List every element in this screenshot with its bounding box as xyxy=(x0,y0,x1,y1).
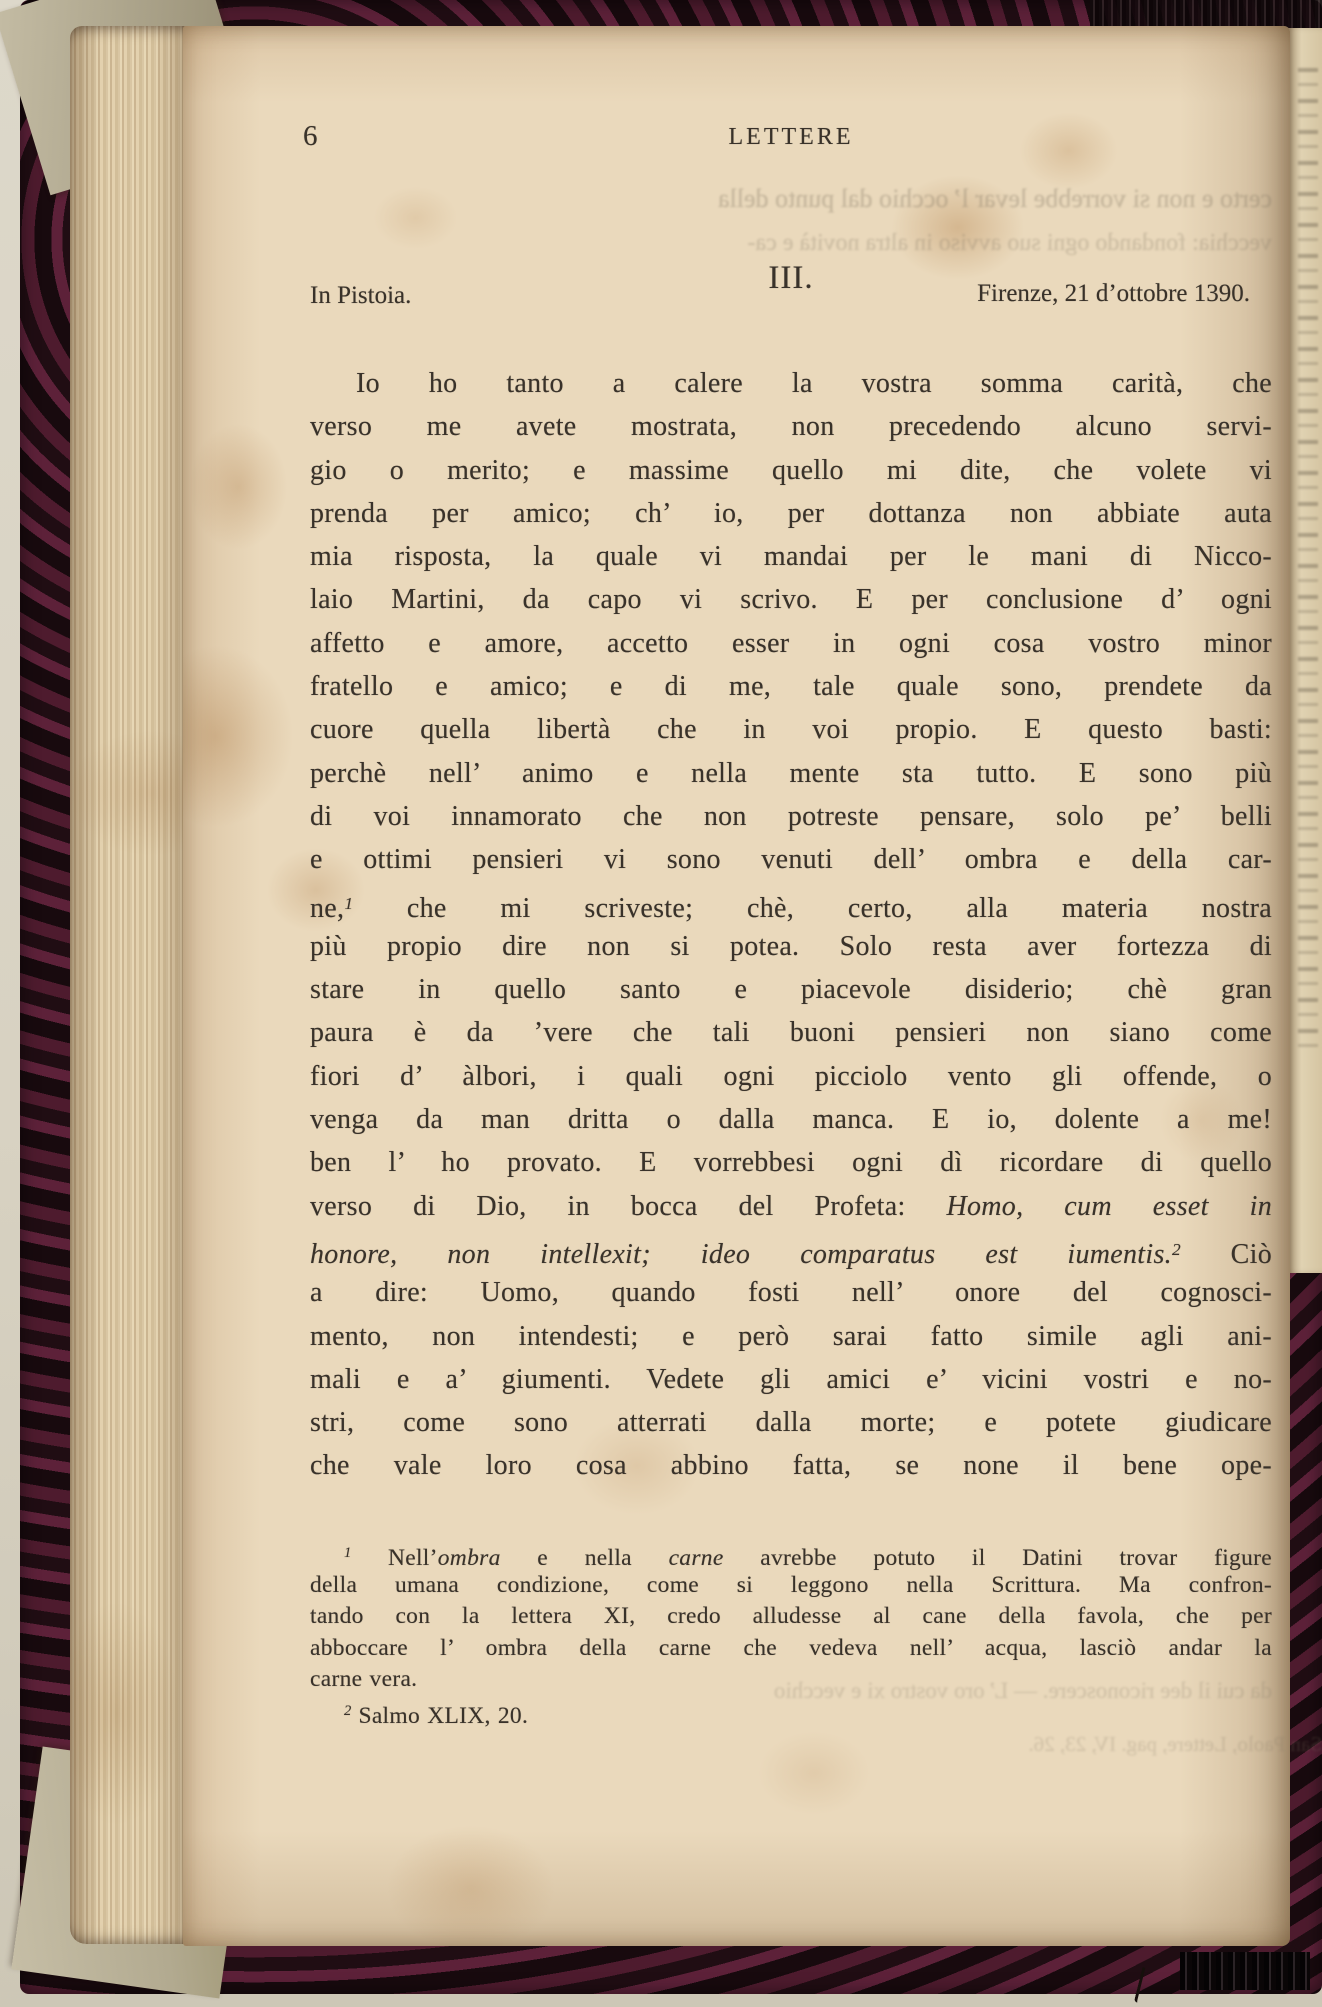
body-line: stri, come sono atterrati dalla morte; e potete giudicare xyxy=(310,1407,1272,1439)
footnote-text-segment: avrebbe potuto il Datini trovar figure xyxy=(723,1545,1272,1571)
running-head xyxy=(303,120,1272,160)
footnote-text-segment: Nell’ xyxy=(351,1545,438,1571)
footnote-line: tando con la lettera XI, credo alludesse al cane della favola, che per xyxy=(310,1603,1272,1629)
footnote-2-marker: 2 xyxy=(344,1702,352,1719)
footnote-line: della umana condizione, come si leggono nella Scrittura. Ma confron- xyxy=(310,1571,1272,1598)
cover-bottom-edge-gloss xyxy=(1180,1952,1310,1990)
letter-number: III. xyxy=(768,260,814,296)
body-line: mali e a’ giumenti. Vedete gli amici e’ vicini vostri e no- xyxy=(310,1363,1272,1395)
body-line: e ottimi pensieri vi sono venuti dell’ ombra e della car- xyxy=(310,844,1272,876)
body-line: mento, non intendesti; e però sarai fatto simile agli ani- xyxy=(310,1320,1272,1352)
body-line: prenda per amico; ch’ io, per dottanza non abbiate auta xyxy=(310,497,1272,529)
body-line: fiori d’ àlbori, i quali ogni picciolo vento gli offende, o xyxy=(310,1060,1272,1092)
bleed-through-text: San Paolo, Lettere, pag. IV, 23, 26. xyxy=(1028,1732,1322,1756)
body-line: laio Martini, da capo vi scrivo. E per conclusione d’ ogni xyxy=(310,584,1272,616)
letter-dateline: Firenze, 21 d’ottobre 1390. xyxy=(977,280,1250,307)
footnote-ref-1: 1 xyxy=(344,893,354,913)
letter-heading xyxy=(310,258,1272,338)
facing-page-sliver xyxy=(1288,28,1322,1273)
footnote-line: carne vera. xyxy=(310,1666,418,1692)
body-line: venga da man dritta o dalla manca. E io, dolente a me! xyxy=(310,1104,1272,1136)
footnote-ref-2: 2 xyxy=(1171,1239,1181,1259)
bleed-through-text: vecchia: fondando ogni suo avviso in altra novità e ca- xyxy=(747,230,1272,256)
latin-quote: honore, non intellexit; ideo comparatus est iumentis. xyxy=(310,1238,1172,1270)
body-line: fratello e amico; e di me, tale quale sono, prendete da xyxy=(310,671,1272,703)
footnote-line xyxy=(310,1696,1272,1728)
body-line: più propio dire non si potea. Solo resta aver fortezza di xyxy=(310,930,1272,962)
body-line: paura è da ’vere che tali buoni pensieri non siano come xyxy=(310,1017,1272,1049)
body-text-segment: verso di Dio, in bocca del Profeta: xyxy=(310,1190,947,1222)
footnote-text-segment: Salmo XLIX, 20. xyxy=(351,1702,529,1729)
page-number: 6 xyxy=(303,120,319,152)
facing-page-text-noise xyxy=(1298,68,1318,1048)
letter-place: In Pistoia. xyxy=(310,282,412,309)
footnote-line: abboccare l’ ombra della carne che vedeva nell’ acqua, lasciò andar la xyxy=(310,1634,1272,1661)
body-line xyxy=(310,1228,1272,1271)
body-line: che vale loro cosa abbino fatta, se none il bene ope- xyxy=(310,1450,1272,1482)
body-text-segment: Ciò xyxy=(1180,1238,1272,1270)
body-line: ben l’ ho provato. E vorrebbesi ogni dì ricordare di quello xyxy=(310,1147,1272,1179)
book-page xyxy=(183,26,1322,1946)
body-line: mia risposta, la quale vi mandai per le mani di Nicco- xyxy=(310,541,1272,573)
body-line: di voi innamorato che non potreste pensare, solo pe’ belli xyxy=(310,800,1272,832)
body-line: stare in quello santo e piacevole disiderio; chè gran xyxy=(310,974,1272,1006)
body-text-segment: che mi scriveste; chè, certo, alla materia nostra xyxy=(353,892,1272,924)
body-line: cuore quella libertà che in voi propio. E questo basti: xyxy=(310,714,1272,746)
bleed-through-text: certo e non si vorrebbe levar l’ occhio dal punto della xyxy=(718,184,1272,213)
footnote-text-segment: e nella xyxy=(500,1545,669,1571)
body-line: verso me avete mostrata, non precedendo alcuno servi- xyxy=(310,411,1272,443)
body-line: gio o merito; e massime quello mi dite, che volete vi xyxy=(310,454,1272,486)
footnote-1-marker: 1 xyxy=(344,1545,352,1561)
body-line: perchè nell’ animo e nella mente sta tutto. E sono più xyxy=(310,757,1272,789)
footnote-italic: ombra xyxy=(437,1545,501,1571)
body-line xyxy=(310,1185,1272,1228)
letter-body xyxy=(310,362,1272,1488)
page-fore-edges xyxy=(70,26,186,1944)
footnote-line xyxy=(310,1538,1272,1570)
body-line: a dire: Uomo, quando fosti nell’ onore del cognosci- xyxy=(310,1277,1272,1309)
body-line: Io ho tanto a calere la vostra somma carità, che xyxy=(356,368,1272,399)
body-line xyxy=(310,882,1272,925)
bleed-through-text: da cui il dee riconoscere. — L’ oro vostro xi e vecchio xyxy=(773,1678,1272,1703)
body-text-segment: ne, xyxy=(310,892,345,924)
latin-quote: Homo, cum esset in xyxy=(946,1190,1272,1222)
footnote-italic: carne xyxy=(668,1545,724,1571)
body-line: affetto e amore, accetto esser in ogni cosa vostro minor xyxy=(310,627,1272,659)
running-title: LETTERE xyxy=(728,124,854,150)
footnotes xyxy=(310,1538,1272,1727)
